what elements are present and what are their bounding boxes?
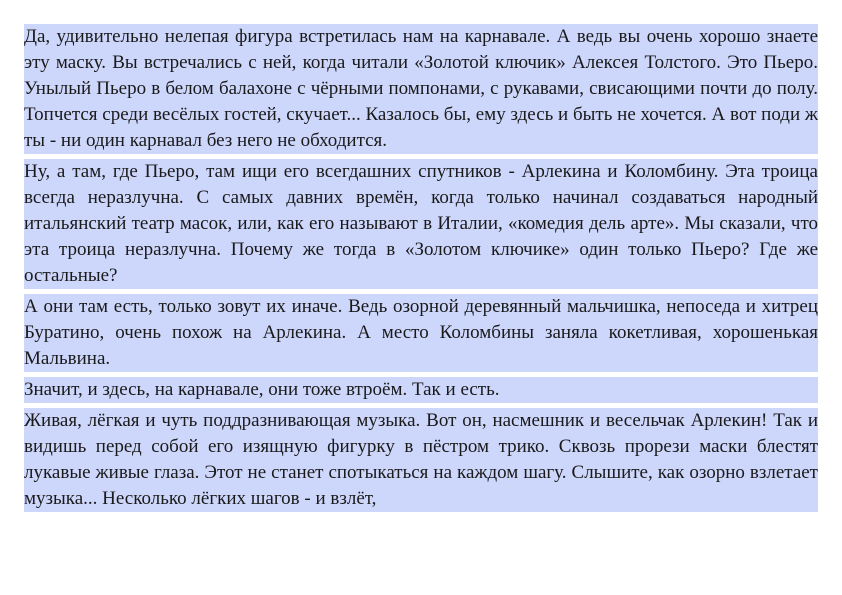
paragraph-carnival-trio: Значит, и здесь, на карнавале, они тоже втроём. Так и есть.: [24, 377, 818, 403]
paragraph-pierrot: Да, удивительно нелепая фигура встретилась нам на карнавале. А ведь вы очень хорошо знаете эту маску. Вы встречались с ней, когда читали «Золотой ключик» Алексея Толстого. Это Пьеро. Унылый Пьеро в белом балахоне с чёрными помпонами, с рукавами, свисающими почти до полу. Топчется среди весёлых гостей, скучает... Казалось бы, ему здесь и быть не хочется. А вот поди ж ты - ни один карнавал без него не обходится.: [24, 24, 818, 154]
text-body: [24, 24, 818, 517]
paragraph-buratino: А они там есть, только зовут их иначе. Ведь озорной деревянный мальчишка, непоседа и хитрец Буратино, очень похож на Арлекина. А место Коломбины заняла кокетливая, хорошенькая Мальвина.: [24, 294, 818, 372]
paragraph-commedia: Ну, а там, где Пьеро, там ищи его всегдашних спутников - Арлекина и Коломбину. Эта троица всегда неразлучна. С самых давних времён, когда только начинал создаваться народный итальянский театр масок, или, как его называют в Италии, «комедия дель арте». Мы сказали, что эта троица неразлучна. Почему же тогда в «Золотом ключике» один только Пьеро? Где же остальные?: [24, 159, 818, 289]
paragraph-harlequin: Живая, лёгкая и чуть поддразнивающая музыка. Вот он, насмешник и весельчак Арлекин! Так и видишь перед собой его изящную фигурку в пёстром трико. Сквозь прорези маски блестят лукавые живые глаза. Этот не станет спотыкаться на каждом шагу. Слышите, как озорно взлетает музыка... Несколько лёгких шагов - и взлёт,: [24, 408, 818, 512]
